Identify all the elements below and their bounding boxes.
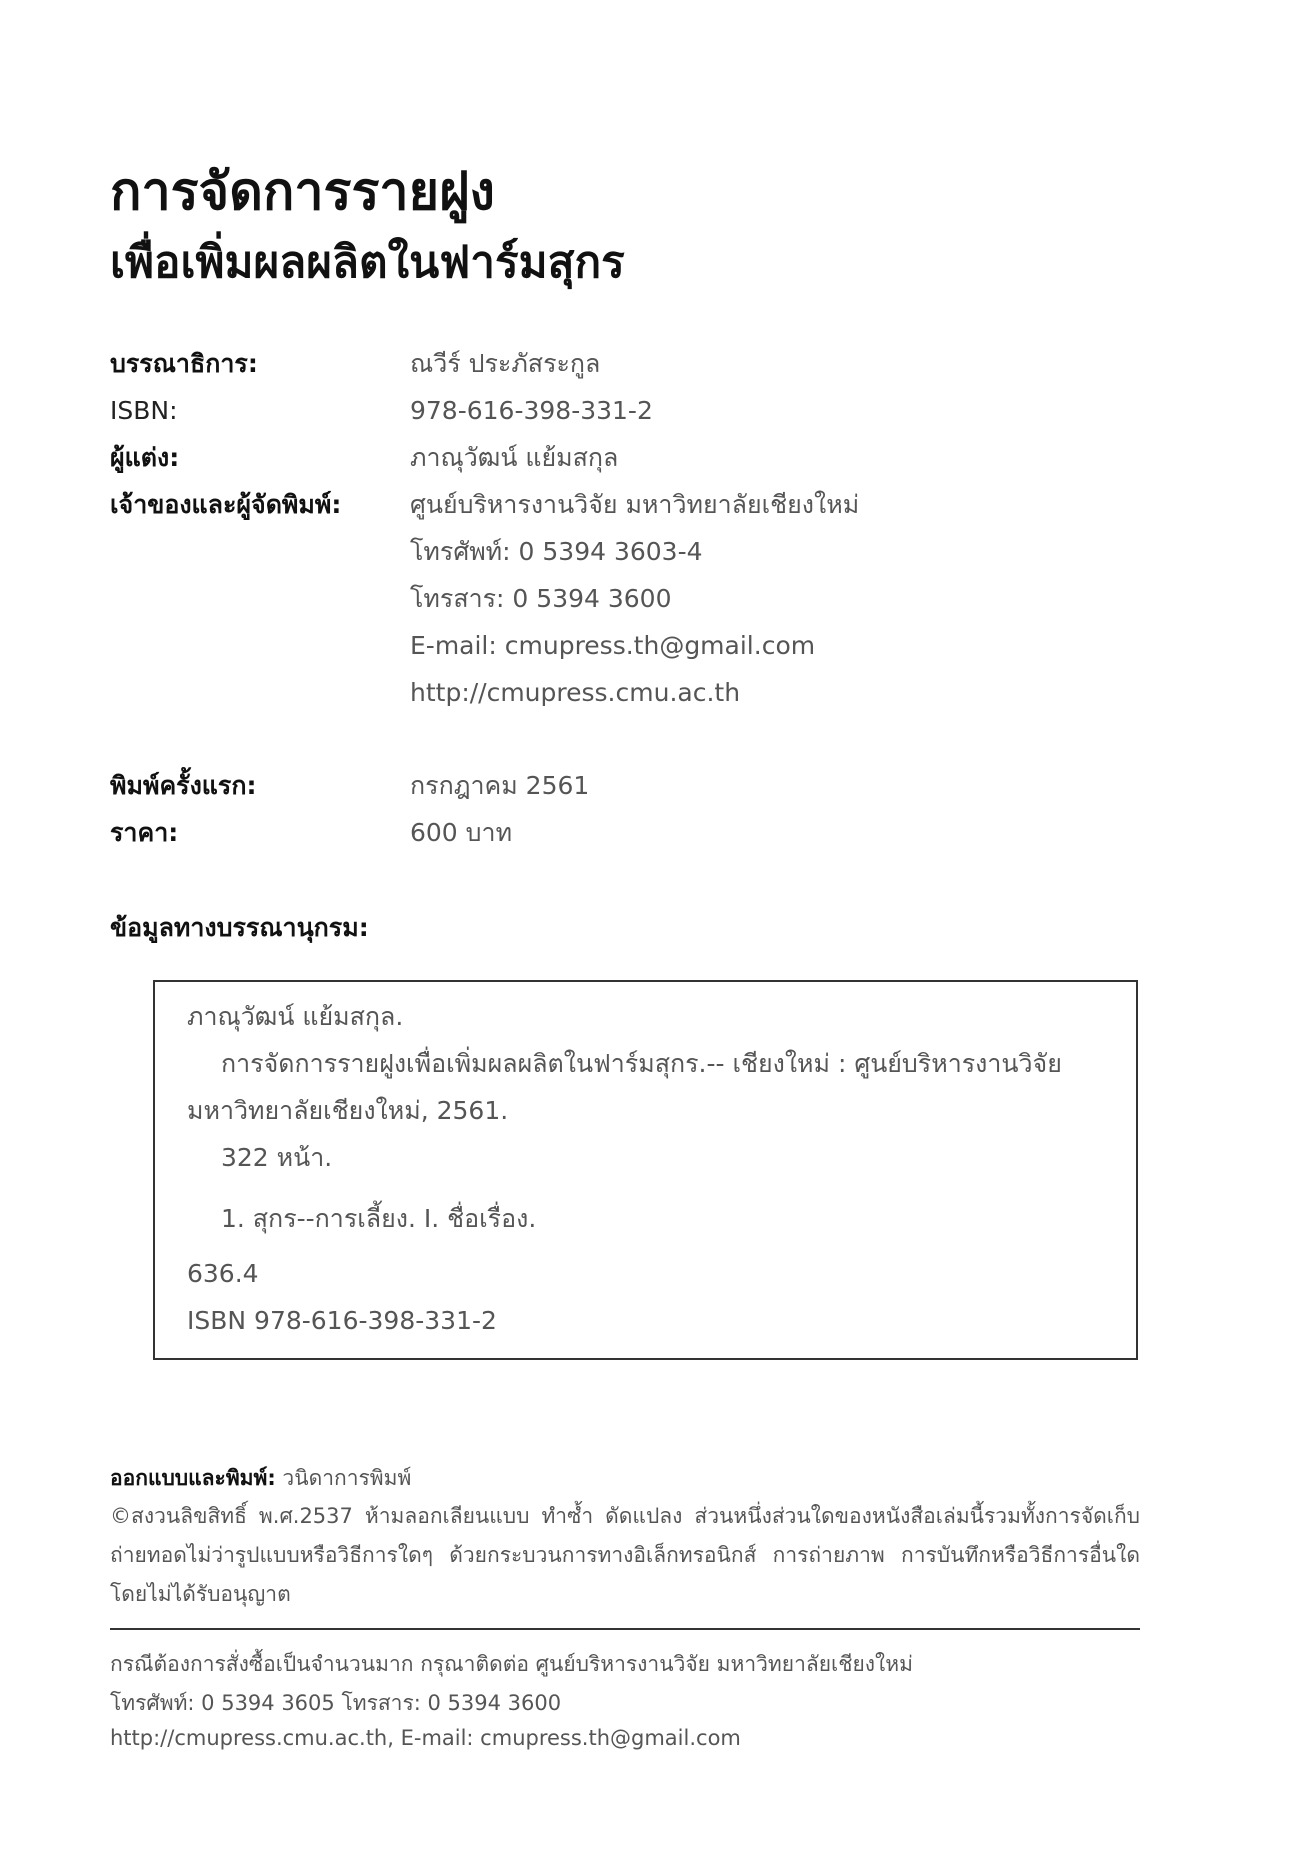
- catalog-record-box: [153, 980, 1138, 1360]
- catalog-subjects: 1. สุกร--การเลี้ยง. I. ชื่อเรื่อง.: [221, 1204, 537, 1233]
- design-print-credit: [110, 1462, 411, 1495]
- first-print-value: กรกฎาคม 2561: [410, 771, 590, 800]
- footer-order-contact: กรณีต้องการสั่งซื้อเป็นจำนวนมาก กรุณาติดต่อ ศูนย์บริหารงานวิจัย มหาวิทยาลัยเชียงใหม่: [110, 1652, 913, 1676]
- publication-metadata: [110, 340, 1150, 856]
- catalog-isbn: ISBN 978-616-398-331-2: [187, 1306, 497, 1335]
- editor-row: [110, 340, 1150, 387]
- publisher-fax-row: [110, 575, 1150, 622]
- publisher-fax: โทรสาร: 0 5394 3600: [410, 584, 672, 613]
- price-row: [110, 809, 1150, 856]
- book-title-line-1: การจัดการรายฝูง: [110, 162, 495, 222]
- catalog-title-line-1: การจัดการรายฝูงเพื่อเพิ่มผลผลิตในฟาร์มสุกร.-- เชียงใหม่ : ศูนย์บริหารงานวิจัย: [221, 1049, 1062, 1078]
- copyright-notice: ©สงวนลิขสิทธิ์ พ.ศ.2537 ห้ามลอกเลียนแบบ ทำซ้ำ ดัดแปลง ส่วนหนึ่งส่วนใดของหนังสือเล่มนี้รวมทั้งการจัดเก็บถ่ายทอดไม่ว่ารูปแบบหรือวิธีการใดๆ ด้วยกระบวนการทางอิเล็กทรอนิกส์ การถ่ายภาพ การบันทึกหรือวิธีการอื่นใดโดยไม่ได้รับอนุญาต: [110, 1504, 1140, 1606]
- catalog-title-line-2: มหาวิทยาลัยเชียงใหม่, 2561.: [187, 1096, 509, 1125]
- publisher-phone: โทรศัพท์: 0 5394 3603-4: [410, 537, 703, 566]
- publisher-website: http://cmupress.cmu.ac.th: [410, 678, 741, 707]
- design-value: วนิดาการพิมพ์: [275, 1466, 412, 1490]
- first-print-row: [110, 762, 1150, 809]
- isbn-value: 978-616-398-331-2: [410, 396, 653, 425]
- footer-phone-fax: โทรศัพท์: 0 5394 3605 โทรสาร: 0 5394 3600: [110, 1691, 562, 1715]
- author-label: ผู้แต่ง:: [110, 443, 180, 472]
- footer-web-email: http://cmupress.cmu.ac.th, E-mail: cmupress.th@gmail.com: [110, 1726, 741, 1750]
- author-row: [110, 434, 1150, 481]
- editor-label: บรรณาธิการ:: [110, 349, 258, 378]
- design-label: ออกแบบและพิมพ์:: [110, 1466, 276, 1490]
- catalog-author: ภาณุวัฒน์ แย้มสกุล.: [187, 1002, 404, 1031]
- price-value: 600 บาท: [410, 818, 513, 847]
- publisher-website-row: [110, 669, 1150, 716]
- publisher-label: เจ้าของและผู้จัดพิมพ์:: [110, 490, 342, 519]
- editor-value: ณวีร์ ประภัสระกูล: [410, 349, 601, 378]
- publisher-phone-row: [110, 528, 1150, 575]
- divider-line: [110, 1628, 1140, 1630]
- book-title-line-2: เพื่อเพิ่มผลผลิตในฟาร์มสุกร: [110, 237, 625, 288]
- price-label: ราคา:: [110, 818, 179, 847]
- catalog-classification: 636.4: [187, 1259, 259, 1288]
- spacer: [110, 716, 1150, 762]
- author-value: ภาณุวัฒน์ แย้มสกุล: [410, 443, 619, 472]
- isbn-label: ISBN:: [110, 396, 178, 425]
- publisher-value: ศูนย์บริหารงานวิจัย มหาวิทยาลัยเชียงใหม่: [410, 490, 860, 519]
- catalog-pages: 322 หน้า.: [221, 1143, 333, 1172]
- catalog-heading: ข้อมูลทางบรรณานุกรม:: [110, 913, 369, 942]
- first-print-label: พิมพ์ครั้งแรก:: [110, 771, 257, 800]
- publisher-row: [110, 481, 1150, 528]
- publisher-email: E-mail: cmupress.th@gmail.com: [410, 631, 816, 660]
- isbn-row: [110, 387, 1150, 434]
- publisher-email-row: [110, 622, 1150, 669]
